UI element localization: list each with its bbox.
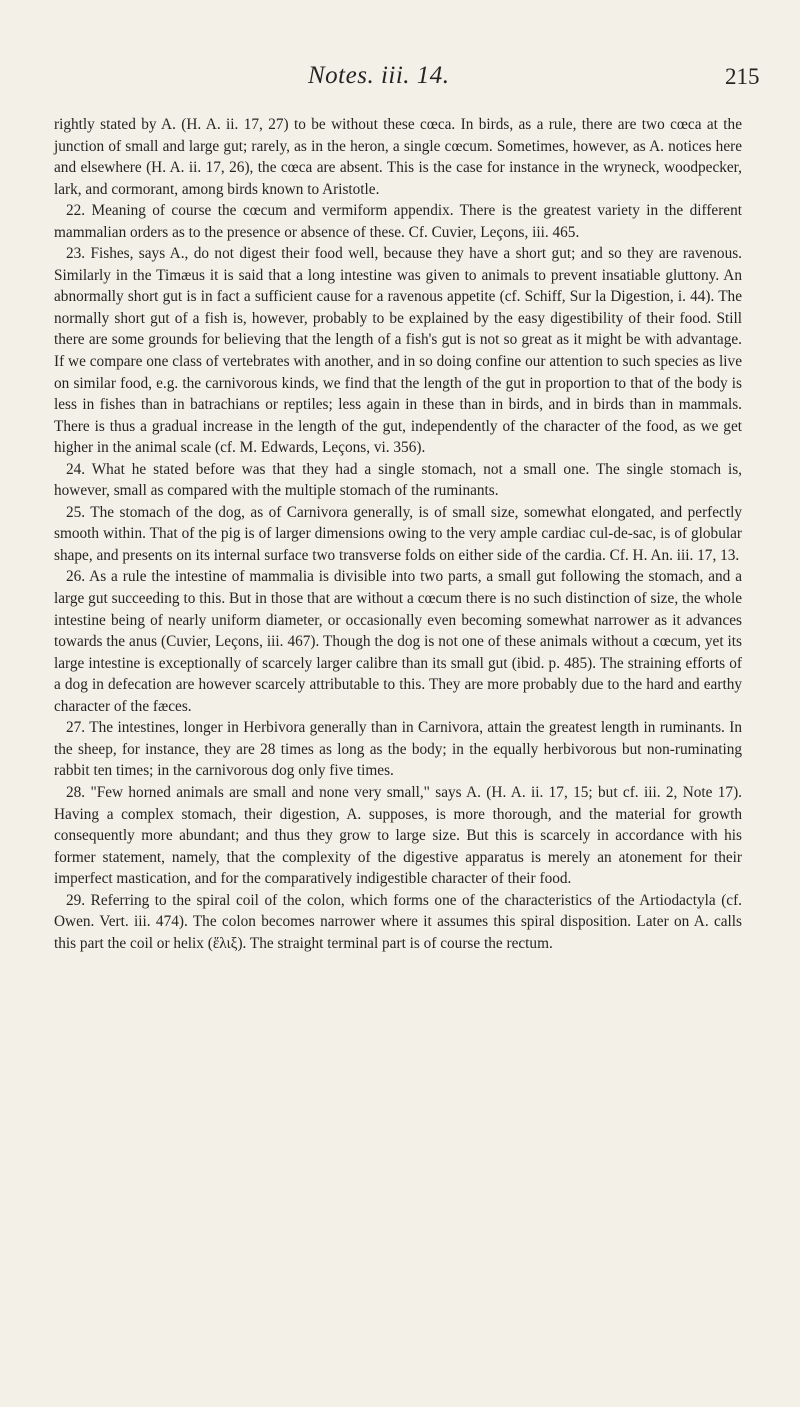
note-25: 25. The stomach of the dog, as of Carnivora generally, is of small size, somewhat elongated, and perfectly smooth within. That of the pig is of larger dimensions owing to the very ample cardiac cul-de-sac, is of globular shape, and presents on its internal surface two transverse folds on either side of the cardia. Cf. H. An. iii. 17, 13. <box>54 503 742 564</box>
notes-body <box>54 114 742 954</box>
note-24: 24. What he stated before was that they had a single stomach, not a small one. The single stomach is, however, small as compared with the multiple stomach of the ruminants. <box>54 460 742 500</box>
running-title: Notes. iii. 14. <box>308 62 450 89</box>
note-23: 23. Fishes, says A., do not digest their food well, because they have a short gut; and so they are ravenous. Similarly in the Timæus it is said that a long intestine was given to animals to prevent insatiable gluttony. An abnormally short gut is in fact a sufficient cause for a ravenous appetite (cf. Schiff, Sur la Digestion, i. 44). The normally short gut of a fish is, however, probably to be explained by the easy digestibility of their food. Still there are some grounds for believing that the length of a fish's gut is not so great as it might be with advantage. If we compare one class of vertebrates with another, and in so doing confine our attention to such species as live on similar food, e.g. the carnivorous kinds, we find that the length of the gut in proportion to that of the body is less in fishes than in batrachians or reptiles; less again in these than in birds, and in birds than in mammals. There is thus a gradual increase in the length of the gut, independently of the character of the food, as we get higher in the animal scale (cf. M. Edwards, Leçons, vi. 356). <box>54 245 742 457</box>
page-header <box>0 62 800 102</box>
note-27: 27. The intestines, longer in Herbivora generally than in Carnivora, attain the greatest length in ruminants. In the sheep, for instance, they are 28 times as long as the body; in the equally herbivorous but non-ruminating rabbit ten times; in the carnivorous dog only five times. <box>54 719 742 780</box>
note-28: 28. "Few horned animals are small and none very small," says A. (H. A. ii. 17, 15; but cf. iii. 2, Note 17). Having a complex stomach, their digestion, A. supposes, is more thorough, and the material for growth consequently more abundant; and thus they grow to large size. But this is scarcely in accordance with his former statement, namely, that the complexity of the digestive apparatus is merely an atonement for their imperfect mastication, and for the comparatively indigestible character of their food. <box>54 783 742 888</box>
note-26: 26. As a rule the intestine of mammalia is divisible into two parts, a small gut following the stomach, and a large gut succeeding to this. But in those that are without a cœcum there is no such distinction of size, the whole intestine being of nearly uniform diameter, or occasionally even becoming somewhat narrower as it advances towards the anus (Cuvier, Leçons, iii. 467). Though the dog is not one of these animals without a cœcum, yet its large intestine is exceptionally of scarcely larger calibre than its small gut (ibid. p. 485). The straining efforts of a dog in defecation are however scarcely attributable to this. They are more probably due to the hard and earthy character of the fæces. <box>54 568 742 715</box>
note-22: 22. Meaning of course the cœcum and vermiform appendix. There is the greatest variety in the different mammalian orders as to the presence or absence of these. Cf. Cuvier, Leçons, iii. 465. <box>54 202 742 241</box>
note-29: 29. Referring to the spiral coil of the colon, which forms one of the characteristics of the Artiodactyla (cf. Owen. Vert. iii. 474). The colon becomes narrower where it assumes this spiral disposition. Later on A. calls this part the coil or helix (ἕλιξ). The straight terminal part is of course the rectum. <box>54 891 742 952</box>
note-21-continuation: rightly stated by A. (H. A. ii. 17, 27) to be without these cœca. In birds, as a rule, there are two cœca at the junction of small and large gut; rarely, as in the heron, a single cœcum. Sometimes, however, as A. notices here and elsewhere (H. A. ii. 17, 26), the cœca are absent. This is the case for instance in the wryneck, woodpecker, lark, and cormorant, among birds known to Aristotle. <box>54 116 742 198</box>
page-number: 215 <box>725 64 760 89</box>
